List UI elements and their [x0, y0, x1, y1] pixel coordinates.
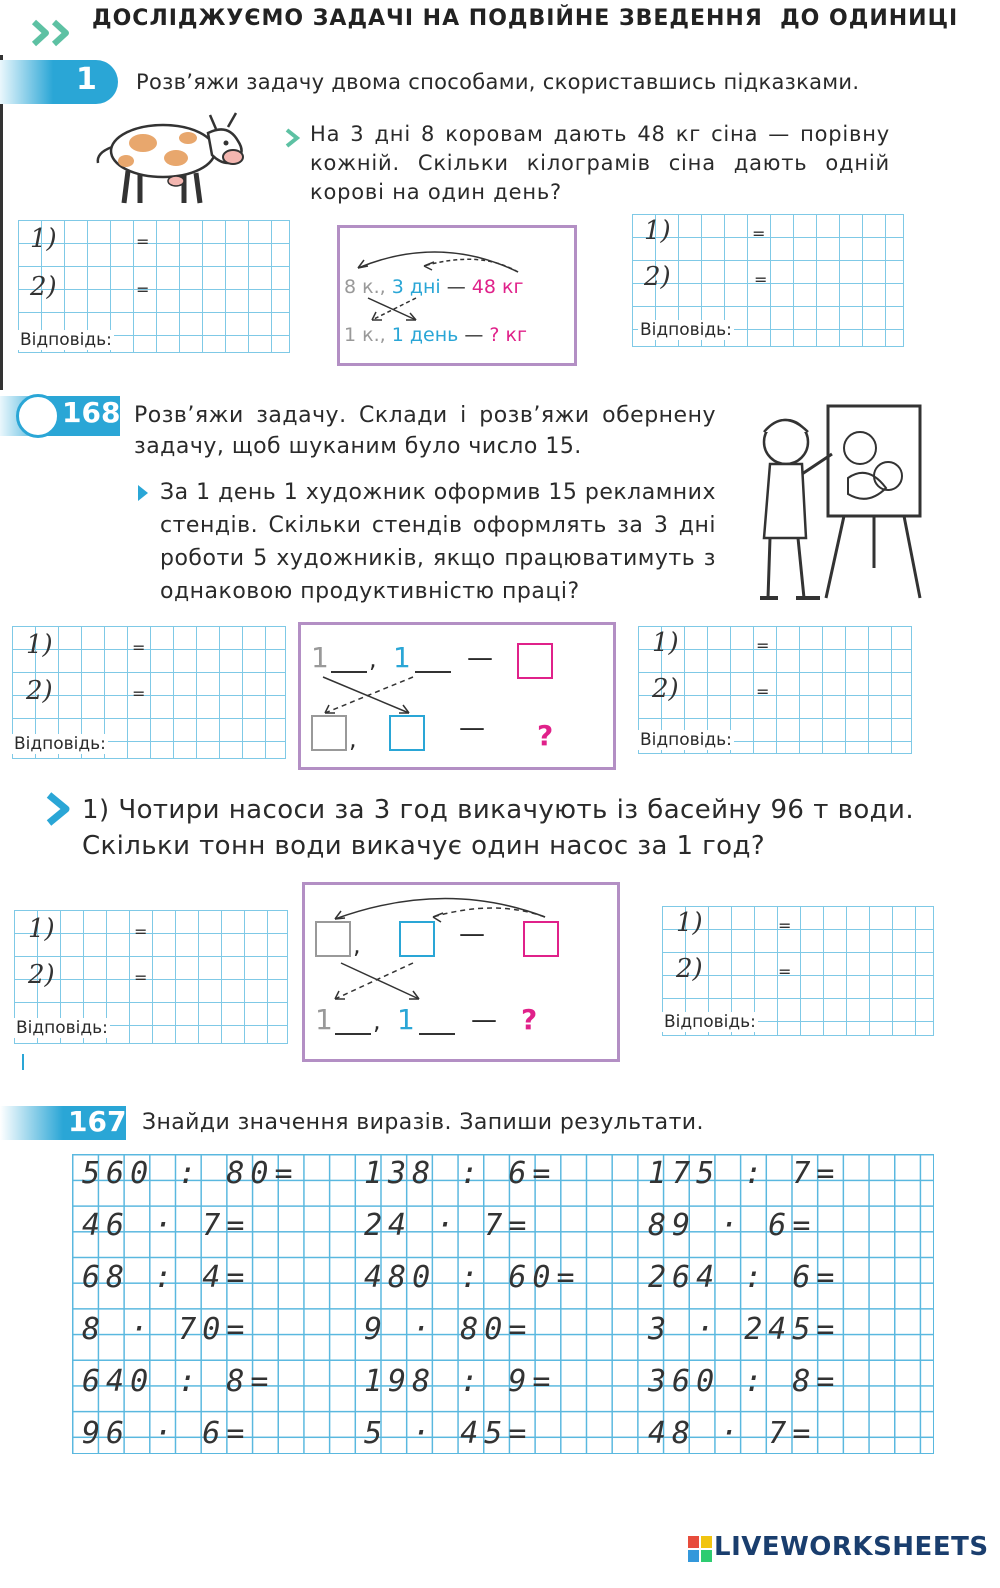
- equals-sign: =: [756, 682, 770, 701]
- equals-sign: =: [756, 636, 770, 655]
- answer-label: Відповідь:: [14, 734, 106, 754]
- equals-sign: =: [132, 638, 146, 657]
- expression: 360 : 8=: [648, 1364, 841, 1399]
- task-1-instruction: Розв’яжи задачу двома способами, скориставшись підказками.: [136, 70, 860, 94]
- task-168-problem: За 1 день 1 художник оформив 15 рекламних стендів. Скільки стендів оформлять за 3 дні роботи 5 художників, якщо працюватимуть з однаковою продуктивністю праці?: [160, 480, 716, 604]
- expression: 175 : 7=: [648, 1156, 841, 1191]
- days-1: 1 день: [391, 324, 459, 346]
- one-blue: 1: [397, 1003, 415, 1036]
- answer-label: Відповідь:: [664, 1012, 756, 1032]
- answer-label: Відповідь:: [640, 320, 732, 340]
- equals-sign: =: [134, 922, 148, 941]
- page-title: ДОСЛІДЖУЄМО ЗАДАЧІ НА ПОДВІЙНЕ ЗВЕДЕННЯ ДО ОДИНИЦІ: [92, 6, 959, 31]
- magenta-box[interactable]: [517, 643, 553, 679]
- comma: ,: [369, 645, 377, 673]
- gray-box[interactable]: [311, 715, 347, 751]
- blank-line: [331, 671, 367, 673]
- expression: 138 : 6=: [364, 1156, 557, 1191]
- magenta-box[interactable]: [523, 921, 559, 957]
- chevron-right-icon: [44, 792, 72, 826]
- expression: 198 : 9=: [364, 1364, 557, 1399]
- double-chevron-icon: [32, 18, 78, 48]
- equals-sign: =: [134, 968, 148, 987]
- logo-text: LIVEWORKSHEETS: [714, 1532, 989, 1562]
- expression: 68 : 4=: [82, 1260, 251, 1295]
- expression: 5 · 45=: [364, 1416, 533, 1451]
- one-gray: 1: [315, 1003, 333, 1036]
- badge-circle: [16, 394, 60, 438]
- task-1-left-grid[interactable]: [18, 220, 290, 353]
- dash: —: [446, 276, 466, 298]
- equals-sign: =: [136, 280, 150, 299]
- task-168-right-grid[interactable]: [638, 626, 912, 754]
- dash: —: [467, 643, 493, 673]
- equals-sign: =: [752, 224, 766, 243]
- question-mark: ?: [537, 719, 554, 752]
- pumps-diagram: [302, 882, 620, 1062]
- cows-1: 1 к.,: [344, 324, 386, 346]
- task-1-diagram: [337, 225, 577, 366]
- task-168-badge: [0, 396, 120, 436]
- diagram-row-2: [344, 324, 527, 346]
- comma: ,: [349, 725, 357, 753]
- arrows: [301, 625, 613, 767]
- one-gray: 1: [311, 641, 329, 674]
- expression: 8 · 70=: [82, 1312, 251, 1347]
- expression: 89 · 6=: [648, 1208, 817, 1243]
- equals-sign: =: [136, 232, 150, 251]
- cows-8: 8 к.,: [344, 276, 386, 298]
- hay-unknown: ? кг: [489, 324, 527, 346]
- expression: 264 : 6=: [648, 1260, 841, 1295]
- answer-label: Відповідь:: [640, 730, 732, 750]
- hay-48: 48 кг: [471, 276, 524, 298]
- chevron-right-icon: [284, 128, 300, 148]
- step-1-label: 1): [644, 216, 671, 246]
- expression: 9 · 80=: [364, 1312, 533, 1347]
- blue-box[interactable]: [399, 921, 435, 957]
- blank-line: [415, 671, 451, 673]
- question-mark: ?: [521, 1003, 538, 1036]
- expression: 48 · 7=: [648, 1416, 817, 1451]
- step-1-label: 1): [30, 224, 57, 254]
- artist-illustration: [748, 398, 938, 608]
- step-1-label: 1): [676, 908, 703, 938]
- task-1-badge: [0, 60, 118, 104]
- equals-sign: =: [778, 962, 792, 981]
- task-168-instruction: Розв’яжи задачу. Склади і розв’яжи обернену задачу, щоб шуканим було число 15.: [134, 403, 716, 459]
- page-header: [0, 0, 1000, 48]
- expression: 24 · 7=: [364, 1208, 533, 1243]
- step-2-label: 2): [652, 674, 679, 704]
- task-167-badge: [0, 1106, 126, 1140]
- step-1-label: 1): [28, 914, 55, 944]
- gray-box[interactable]: [315, 921, 351, 957]
- step-1-label: 1): [652, 628, 679, 658]
- step-2-label: 2): [26, 676, 53, 706]
- step-1-label: 1): [26, 630, 53, 660]
- logo-grid-icon: [688, 1536, 712, 1562]
- expression: 480 : 60=: [364, 1260, 581, 1295]
- expression: 46 · 7=: [82, 1208, 251, 1243]
- blank-line: [419, 1033, 455, 1035]
- task-number: 168: [62, 396, 121, 429]
- cow-illustration: [88, 103, 256, 208]
- days-3: 3 дні: [391, 276, 441, 298]
- expression: 560 : 80=: [82, 1156, 299, 1191]
- expression: 96 · 6=: [82, 1416, 251, 1451]
- margin-tick: [22, 1054, 24, 1070]
- task-168-left-grid[interactable]: [12, 626, 286, 759]
- expression: 640 : 8=: [82, 1364, 275, 1399]
- left-margin-bar: [0, 55, 3, 390]
- answer-label: Відповідь:: [16, 1018, 108, 1038]
- dash: —: [471, 1005, 497, 1035]
- equals-sign: =: [754, 270, 768, 289]
- expression: 3 · 245=: [648, 1312, 841, 1347]
- step-2-label: 2): [28, 960, 55, 990]
- dash: —: [464, 324, 484, 346]
- one-blue: 1: [393, 641, 411, 674]
- task-1-problem: На 3 дні 8 коровам дають 48 кг сіна — порівну кожній. Скільки кілограмів сіна дають одній корові на один день?: [310, 122, 890, 204]
- dash: —: [459, 713, 485, 743]
- answer-label: Відповідь:: [20, 330, 112, 350]
- step-2-label: 2): [676, 954, 703, 984]
- task-number: 167: [68, 1105, 127, 1138]
- task-167-grid[interactable]: [72, 1154, 934, 1454]
- task-168-diagram: [298, 622, 616, 770]
- task-1-right-grid[interactable]: [632, 214, 904, 347]
- task-167-instruction: Знайди значення виразів. Запиши результати.: [142, 1110, 704, 1135]
- equals-sign: =: [132, 684, 146, 703]
- blank-line: [335, 1033, 371, 1035]
- pumps-right-grid[interactable]: [662, 906, 934, 1036]
- diagram-row-1: [344, 276, 523, 298]
- blue-box[interactable]: [389, 715, 425, 751]
- task-number: 1: [76, 62, 97, 97]
- dash: —: [459, 919, 485, 949]
- pumps-left-grid[interactable]: [14, 910, 288, 1044]
- step-2-label: 2): [30, 272, 57, 302]
- pumps-problem: 1) Чотири насоси за 3 год викачують із басейну 96 т води. Скільки тонн води викачує один насос за 1 год?: [82, 795, 914, 861]
- step-2-label: 2): [644, 262, 671, 292]
- equals-sign: =: [778, 916, 792, 935]
- triangle-marker-icon: [137, 484, 149, 502]
- comma: ,: [353, 931, 361, 959]
- comma: ,: [373, 1007, 381, 1035]
